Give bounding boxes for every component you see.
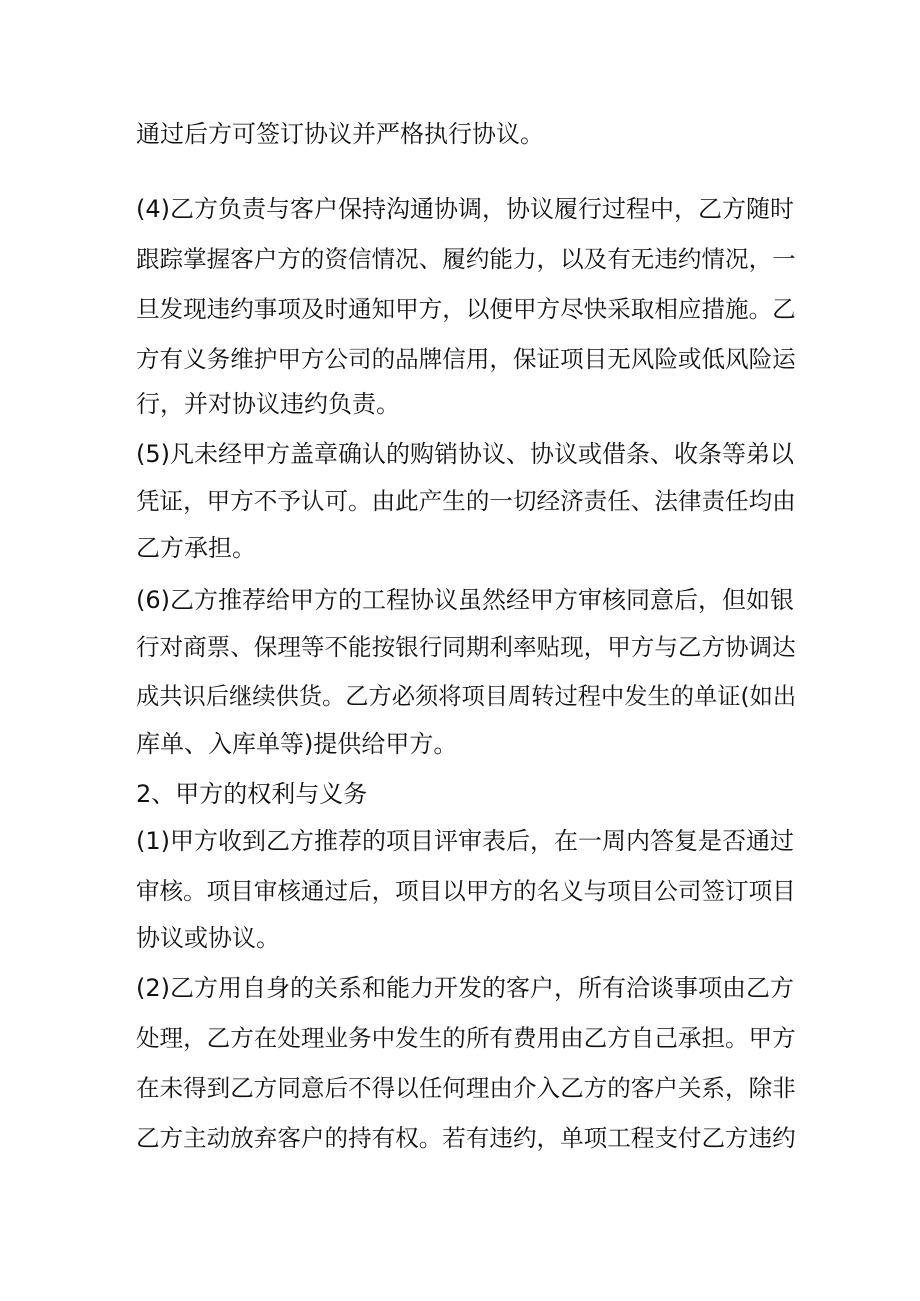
text-line: 凭证，甲方不予认可。由此产生的一切经济责任、法律责任均由 <box>136 487 796 515</box>
text-line: 乙方主动放弃客户的持有权。若有违约，单项工程支付乙方违约 <box>136 1124 796 1152</box>
text-line: 在未得到乙方同意后不得以任何理由介入乙方的客户关系，除非 <box>136 1074 796 1102</box>
text-line: 成共识后继续供货。乙方必须将项目周转过程中发生的单证(如出 <box>136 683 797 710</box>
text-line: (1)甲方收到乙方推荐的项目评审表后，在一周内答复是否通过 <box>136 827 794 855</box>
text-line: 乙方承担。 <box>136 534 256 562</box>
section-heading: 2、甲方的权利与义务 <box>136 780 368 808</box>
text-line: 行对商票、保理等不能按银行同期利率贴现，甲方与乙方协调达 <box>136 633 796 661</box>
text-line: 处理，乙方在处理业务中发生的所有费用由乙方自己承担。甲方 <box>136 1024 796 1052</box>
text-line: 行，并对协议违约负责。 <box>136 390 400 418</box>
text-line: 方有义务维护甲方公司的品牌信用，保证项目无风险或低风险运 <box>136 345 796 373</box>
text-line: 跟踪掌握客户方的资信情况、履约能力，以及有无违约情况，一 <box>136 245 796 273</box>
text-line: (5)凡未经甲方盖章确认的购销协议、协议或借条、收条等弟以 <box>136 440 794 468</box>
text-line: 审核。项目审核通过后，项目以甲方的名义与项目公司签订项目 <box>136 877 796 905</box>
text-line: (2)乙方用自身的关系和能力开发的客户，所有洽谈事项由乙方 <box>136 974 794 1002</box>
text-line: (4)乙方负责与客户保持沟通协调，协议履行过程中，乙方随时 <box>136 195 794 223</box>
text-line: 旦发现违约事项及时通知甲方，以便甲方尽快采取相应措施。乙 <box>136 295 796 323</box>
text-line: 协议或协议。 <box>136 924 280 952</box>
text-line: 通过后方可签订协议并严格执行协议。 <box>136 120 544 148</box>
text-line: 库单、入库单等)提供给甲方。 <box>136 730 458 758</box>
text-line: (6)乙方推荐给甲方的工程协议虽然经甲方审核同意后，但如银 <box>136 586 794 614</box>
